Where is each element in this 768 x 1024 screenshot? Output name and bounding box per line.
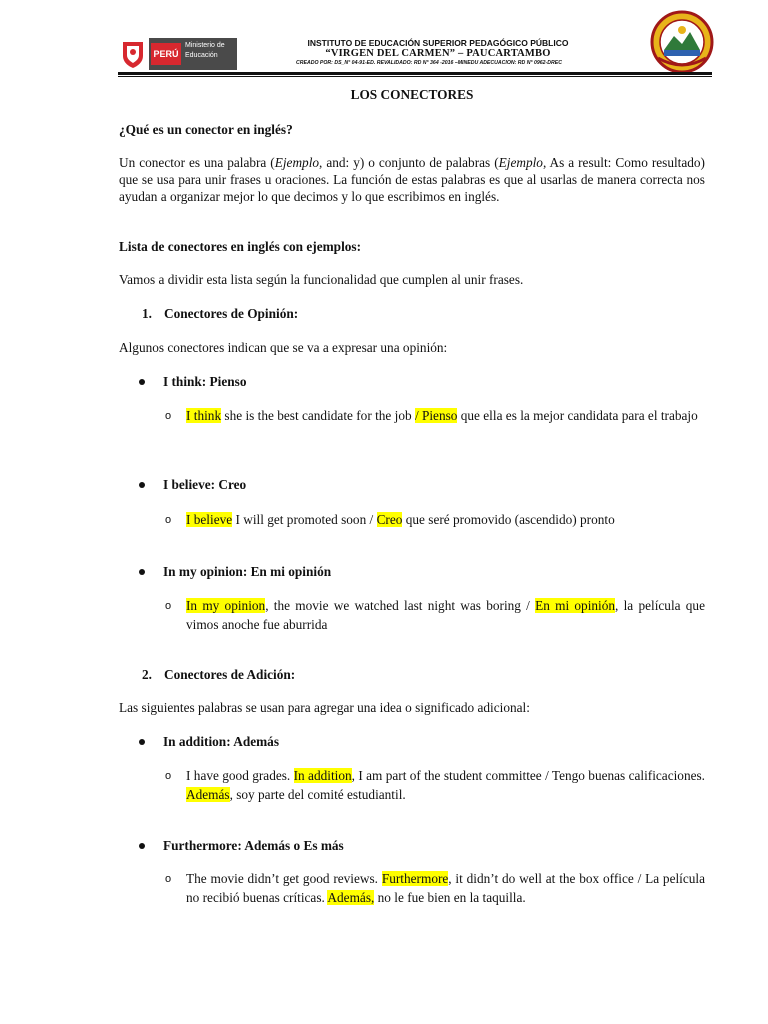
example-item	[165, 510, 705, 529]
list-intro: Vamos a dividir esta lista según la funcionalidad que cumplen al unir frases.	[119, 272, 524, 287]
example-text: I have good grades.	[186, 768, 294, 783]
example-item	[165, 869, 705, 907]
bullet-icon	[139, 482, 145, 488]
section-intro: Algunos conectores indican que se va a expresar una opinión:	[119, 340, 448, 355]
example-text: , it didn’t do well at the box office / La película no recibió buenas críticas.	[186, 871, 706, 905]
peru-shield-icon	[119, 38, 147, 70]
intro-text: , As a result: Como resultado) que se usa para unir frases u oraciones. La función de estas palabras es que al usarlas de manera correcta nos ayudan a organizar mejor lo que decimos y lo que escribimos en inglés.	[119, 155, 705, 204]
example-text: , I am part of the student committee / Tengo buenas calificaciones.	[351, 768, 706, 783]
example-text: I will get promoted soon /	[232, 512, 377, 527]
section-heading	[142, 666, 728, 683]
header-divider	[118, 72, 712, 75]
section-intro: Las siguientes palabras se usan para agregar una idea o significado adicional:	[119, 700, 530, 715]
section-title: Conectores de Adición:	[163, 667, 296, 682]
connector-term: In my opinion: En mi opinión	[163, 564, 332, 579]
highlight-connector: In addition	[293, 768, 352, 783]
bullet-icon	[139, 739, 145, 745]
sub-bullet-icon: o	[165, 873, 172, 885]
ministry-logo	[119, 38, 237, 70]
sub-bullet-icon: o	[165, 770, 172, 782]
example-item	[165, 596, 705, 634]
example-text: The movie didn’t get good reviews.	[186, 871, 382, 886]
example-text: , the movie we watched last night was boring /	[265, 598, 536, 613]
connector-term: Furthermore: Además o Es más	[163, 838, 344, 853]
list-item	[139, 837, 344, 854]
intro-text: , and: y) o conjunto de palabras (	[319, 155, 499, 170]
list-item	[139, 373, 247, 390]
highlight-connector: Además	[186, 787, 230, 802]
institute-subtitle: “VIRGEN DEL CARMEN” – PAUCARTAMBO	[325, 48, 551, 59]
highlight-connector: I think	[186, 408, 222, 423]
connector-term: I believe: Creo	[163, 477, 247, 492]
example-item	[165, 406, 705, 425]
sub-bullet-icon: o	[165, 514, 172, 526]
example-text: que ella es la mejor candidata para el trabajo	[457, 408, 698, 423]
intro-example-label: Ejemplo	[498, 155, 543, 170]
intro-example-label: Ejemplo	[274, 155, 320, 170]
example-text: no le fue bien en la taquilla.	[374, 890, 526, 905]
list-item	[139, 563, 331, 580]
connector-term: In addition: Además	[163, 734, 280, 749]
ministry-label: Ministerio de Educación	[185, 42, 225, 59]
highlight-connector: / Pienso	[414, 408, 458, 423]
highlight-connector: I believe	[186, 512, 233, 527]
highlight-connector: Creo	[376, 512, 403, 527]
institute-name: INSTITUTO DE EDUCACIÓN SUPERIOR PEDAGÓGICO PÚBLICO	[307, 38, 569, 48]
highlight-connector: Furthermore	[381, 871, 449, 886]
bullet-icon	[139, 843, 145, 849]
highlight-connector: In my opinion	[186, 598, 266, 613]
intro-paragraph	[119, 154, 705, 205]
list-item	[139, 733, 279, 750]
institute-creation-info: CREADO POR: DS_N° 04-91-ED. REVALIDADO: RD N° 364 -2016 –MINEDU ADECUACION: RD N° 0962-DREC	[296, 60, 562, 66]
sub-bullet-icon: o	[165, 600, 172, 612]
list-item	[139, 476, 246, 493]
highlight-connector: En mi opinión	[535, 598, 616, 613]
section-title: Conectores de Opinión:	[163, 306, 299, 321]
intro-text: Un conector es una palabra (	[119, 155, 275, 170]
highlight-connector: Además,	[327, 890, 375, 905]
bullet-icon	[139, 379, 145, 385]
section-number: 1.	[142, 306, 152, 321]
example-text: que seré promovido (ascendido) pronto	[402, 512, 615, 527]
institute-seal-icon	[650, 10, 714, 74]
bullet-icon	[139, 569, 145, 575]
connector-term: I think: Pienso	[163, 374, 247, 389]
example-text: , la película que vimos anoche fue aburrida	[186, 598, 705, 632]
header-divider-thin	[118, 76, 712, 77]
list-heading: Lista de conectores en inglés con ejemplos:	[119, 239, 362, 254]
question-heading: ¿Qué es un conector en inglés?	[119, 122, 293, 137]
peru-label: PERÚ	[151, 43, 181, 65]
section-number: 2.	[142, 667, 152, 682]
example-text: she is the best candidate for the job	[221, 408, 415, 423]
sub-bullet-icon: o	[165, 410, 172, 422]
example-item	[165, 766, 705, 804]
example-text: , soy parte del comité estudiantil.	[229, 787, 406, 802]
document-title: LOS CONECTORES	[350, 87, 474, 102]
section-heading	[142, 305, 728, 322]
